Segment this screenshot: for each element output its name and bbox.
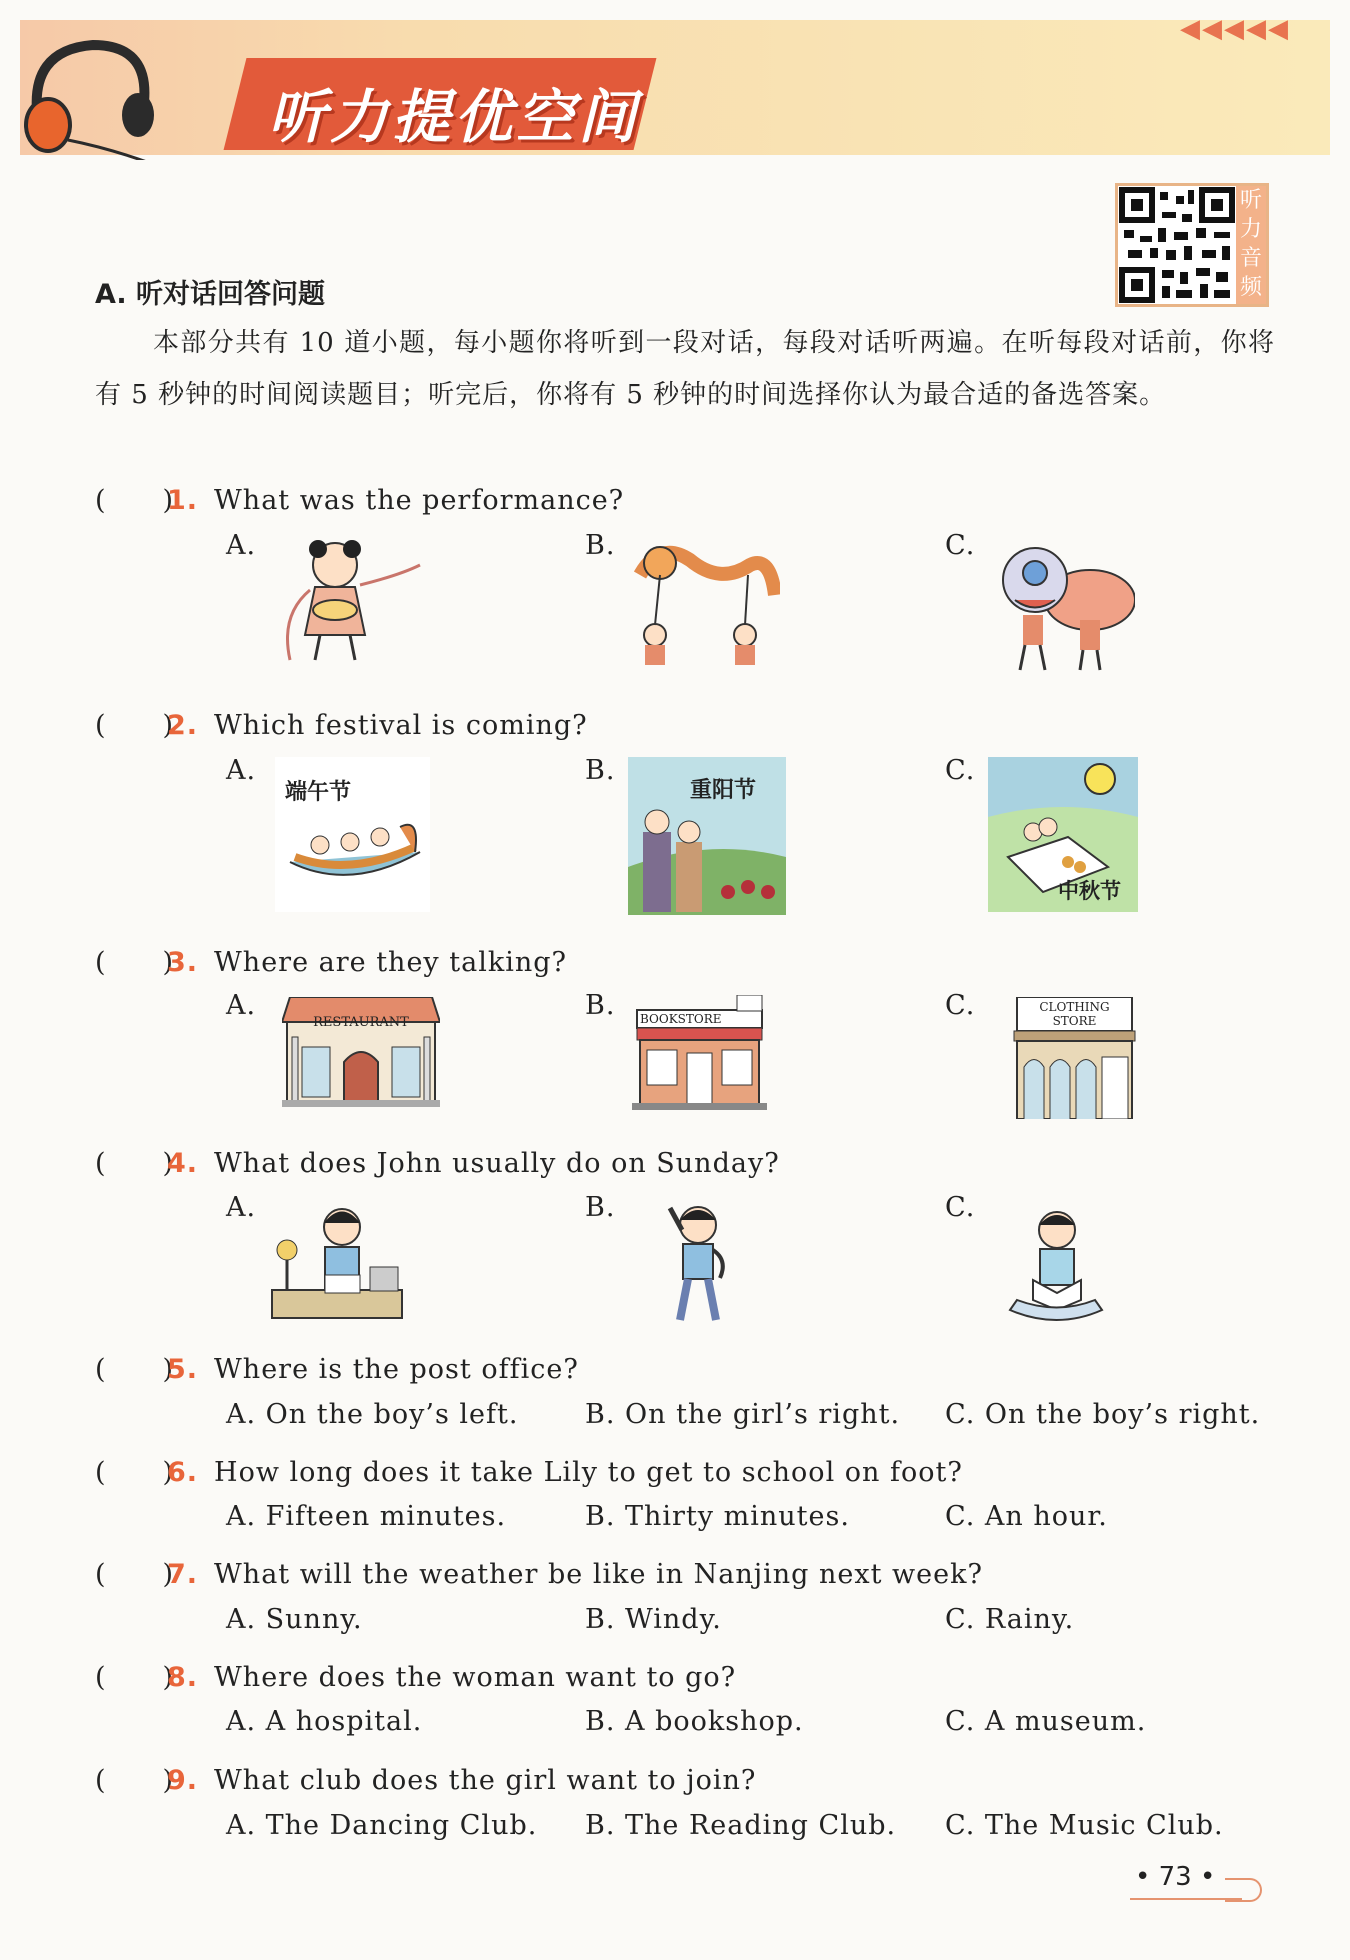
question-7 <box>95 1552 983 1591</box>
option-a[interactable]: A. A hospital. <box>226 1706 423 1737</box>
option-c[interactable]: C. <box>945 990 976 1021</box>
option-b[interactable]: B. On the girl’s right. <box>585 1399 901 1430</box>
option-b[interactable]: B. Thirty minutes. <box>585 1501 850 1532</box>
option-b[interactable]: B. <box>585 530 616 561</box>
question-number: 5. <box>167 1354 199 1385</box>
question-6 <box>95 1450 963 1489</box>
question-5 <box>95 1347 579 1386</box>
option-c[interactable]: C. <box>945 755 976 786</box>
option-c[interactable]: C. <box>945 1192 976 1223</box>
answer-blank[interactable]: ( ) <box>95 1662 175 1693</box>
option-c[interactable]: C. Rainy. <box>945 1604 1075 1635</box>
option-c[interactable]: C. On the boy’s right. <box>945 1399 1261 1430</box>
option-a[interactable]: A. The Dancing Club. <box>226 1810 538 1841</box>
question-9 <box>95 1758 756 1797</box>
bookstore-icon: BOOKSTORE <box>632 995 767 1110</box>
question-3 <box>95 940 567 979</box>
dragon-dance-icon <box>630 535 780 674</box>
option-a[interactable]: A. On the boy’s left. <box>226 1399 519 1430</box>
exercising-boy-icon <box>650 1200 740 1329</box>
dragon-boat-festival-icon: 端午节 <box>275 757 430 912</box>
option-a[interactable]: A. Fifteen minutes. <box>226 1501 507 1532</box>
header-banner <box>20 20 1330 155</box>
option-b[interactable]: B. The Reading Club. <box>585 1810 897 1841</box>
lion-dance-icon <box>985 535 1135 679</box>
option-a[interactable]: A. <box>226 755 257 786</box>
answer-blank[interactable]: ( ) <box>95 485 175 516</box>
answer-blank[interactable]: ( ) <box>95 1559 175 1590</box>
reading-boy-icon <box>1005 1205 1105 1329</box>
question-number: 2. <box>167 710 199 741</box>
answer-blank[interactable]: ( ) <box>95 1148 175 1179</box>
double-ninth-festival-icon: 重阳节 <box>628 757 786 915</box>
question-text: Where are they talking? <box>214 947 567 978</box>
clothing-store-icon: CLOTHING STORE <box>1012 997 1137 1119</box>
option-c[interactable]: C. An hour. <box>945 1501 1108 1532</box>
option-b[interactable]: B. A bookshop. <box>585 1706 804 1737</box>
homework-boy-icon <box>270 1205 405 1324</box>
answer-blank[interactable]: ( ) <box>95 710 175 741</box>
question-2 <box>95 703 588 742</box>
question-number: 8. <box>167 1662 199 1693</box>
question-text: How long does it take Lily to get to school on foot? <box>214 1457 963 1488</box>
question-number: 9. <box>167 1765 199 1796</box>
page-number: • 73 • <box>1135 1862 1216 1892</box>
qr-code-icon[interactable] <box>1115 183 1239 307</box>
question-4 <box>95 1141 780 1180</box>
question-text: What was the performance? <box>214 485 625 516</box>
question-text: Where is the post office? <box>214 1354 579 1385</box>
answer-blank[interactable]: ( ) <box>95 947 175 978</box>
section-instructions: 本部分共有 10 道小题，每小题你将听到一段对话，每段对话听两遍。在听每段对话前，你将有 5 秒钟的时间阅读题目；听完后，你将有 5 秒钟的时间选择你认为最合适的备选答案。 <box>95 328 1275 410</box>
question-1 <box>95 478 624 517</box>
question-text: What will the weather be like in Nanjing next week? <box>214 1559 983 1590</box>
option-a[interactable]: A. <box>226 1192 257 1223</box>
option-b[interactable]: B. Windy. <box>585 1604 722 1635</box>
question-8 <box>95 1655 736 1694</box>
option-a[interactable]: A. Sunny. <box>226 1604 363 1635</box>
question-number: 1. <box>167 485 199 516</box>
answer-blank[interactable]: ( ) <box>95 1457 175 1488</box>
option-b[interactable]: B. <box>585 755 616 786</box>
question-number: 3. <box>167 947 199 978</box>
question-number: 7. <box>167 1559 199 1590</box>
option-a[interactable]: A. <box>226 990 257 1021</box>
answer-blank[interactable]: ( ) <box>95 1354 175 1385</box>
section-title: A. 听对话回答问题 <box>95 279 326 310</box>
headphones-icon <box>18 30 168 164</box>
answer-blank[interactable]: ( ) <box>95 1765 175 1796</box>
option-c[interactable]: C. <box>945 530 976 561</box>
restaurant-icon: RESTAURANT <box>282 997 440 1107</box>
page-hook-icon <box>1225 1878 1262 1902</box>
question-number: 4. <box>167 1148 199 1179</box>
question-text: What does John usually do on Sunday? <box>214 1148 780 1179</box>
drum-dance-icon <box>270 535 430 674</box>
option-c[interactable]: C. A museum. <box>945 1706 1147 1737</box>
qr-label: 听力音频 <box>1236 183 1269 307</box>
option-a[interactable]: A. <box>226 530 257 561</box>
page-title: 听力提优空间 <box>268 83 641 151</box>
option-b[interactable]: B. <box>585 990 616 1021</box>
question-number: 6. <box>167 1457 199 1488</box>
option-b[interactable]: B. <box>585 1192 616 1223</box>
option-c[interactable]: C. The Music Club. <box>945 1810 1224 1841</box>
mid-autumn-festival-icon: 中秋节 <box>988 757 1138 912</box>
question-text: Where does the woman want to go? <box>214 1662 737 1693</box>
question-text: What club does the girl want to join? <box>214 1765 757 1796</box>
arrows-icon: ◀◀◀◀◀ <box>1180 14 1290 44</box>
question-text: Which festival is coming? <box>214 710 588 741</box>
